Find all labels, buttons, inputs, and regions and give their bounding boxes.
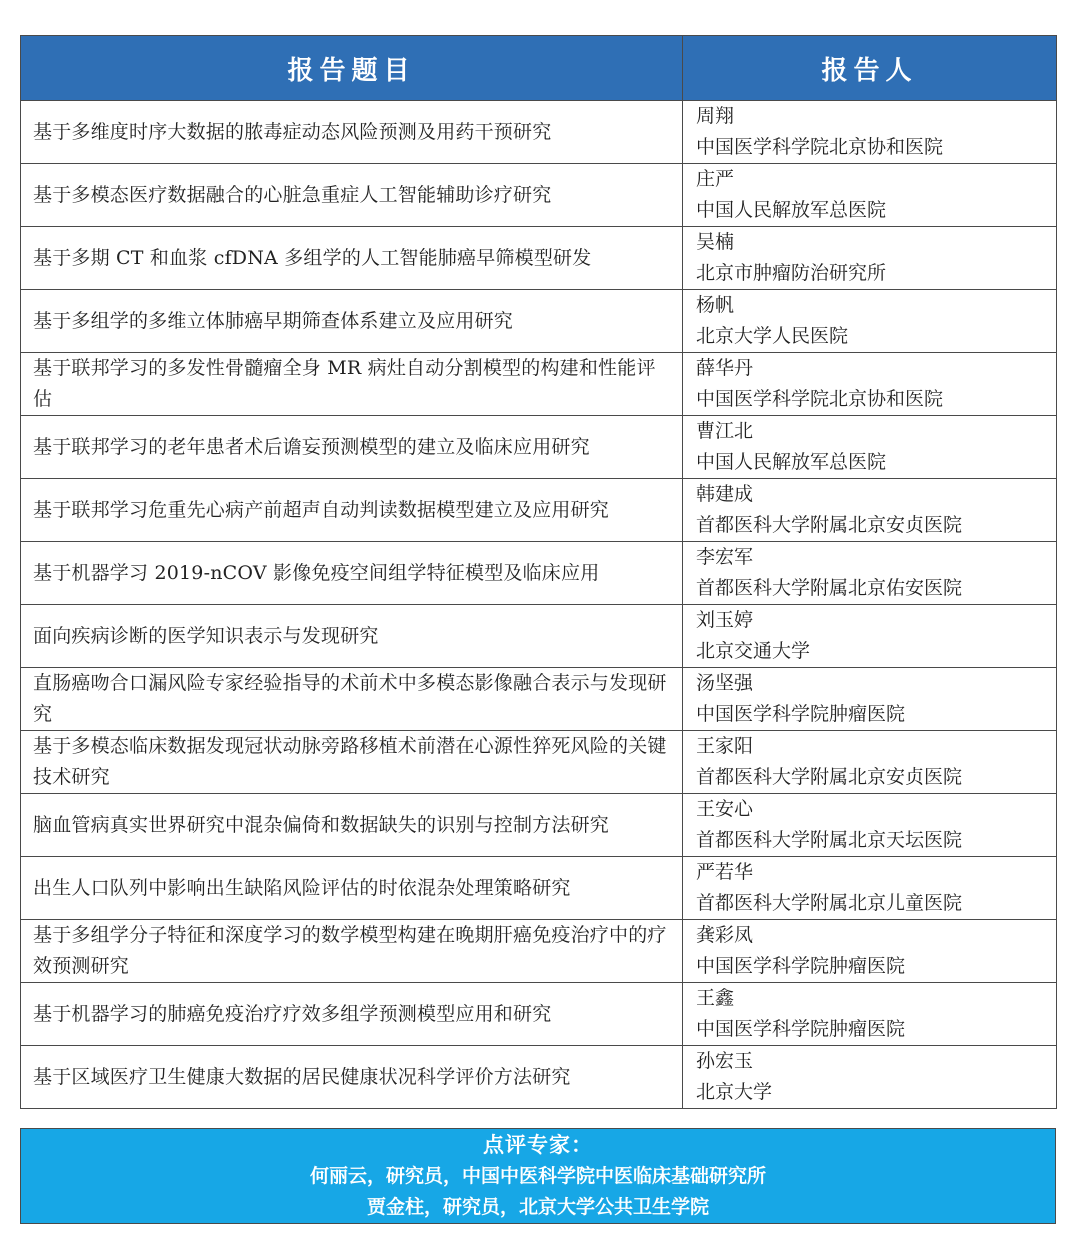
row-reporter — [683, 353, 1057, 416]
reporter-name: 刘玉婷 — [696, 609, 754, 631]
table-row — [21, 731, 1057, 794]
reporter-name: 薛华丹 — [696, 357, 754, 379]
row-reporter — [683, 164, 1057, 227]
reporter-institution: 中国医学科学院北京协和医院 — [696, 388, 944, 410]
table-row — [21, 794, 1057, 857]
reporter-institution: 中国人民解放军总医院 — [696, 199, 887, 221]
row-reporter — [683, 101, 1057, 164]
reporter-name: 韩建成 — [696, 483, 754, 505]
reporter-institution: 北京市肿瘤防治研究所 — [696, 262, 887, 284]
row-reporter — [683, 1046, 1057, 1109]
row-topic: 基于多模态医疗数据融合的心脏急重症人工智能辅助诊疗研究 — [21, 164, 683, 227]
reporter-institution: 中国医学科学院肿瘤医院 — [696, 703, 906, 725]
reporter-institution: 中国医学科学院北京协和医院 — [696, 136, 944, 158]
row-reporter — [683, 542, 1057, 605]
row-reporter — [683, 857, 1057, 920]
reporter-name: 杨帆 — [696, 294, 735, 316]
report-table-container — [20, 35, 1056, 1109]
row-reporter — [683, 731, 1057, 794]
table-row — [21, 353, 1057, 416]
row-reporter — [683, 794, 1057, 857]
row-reporter — [683, 227, 1057, 290]
row-topic: 基于区域医疗卫生健康大数据的居民健康状况科学评价方法研究 — [21, 1046, 683, 1109]
table-row — [21, 857, 1057, 920]
table-header-row — [21, 36, 1057, 101]
reporter-institution: 北京交通大学 — [696, 640, 811, 662]
row-topic: 基于联邦学习的老年患者术后谵妄预测模型的建立及临床应用研究 — [21, 416, 683, 479]
row-topic: 出生人口队列中影响出生缺陷风险评估的时依混杂处理策略研究 — [21, 857, 683, 920]
review-experts-title: 点评专家： — [483, 1133, 593, 1157]
row-topic: 基于联邦学习危重先心病产前超声自动判读数据模型建立及应用研究 — [21, 479, 683, 542]
header-reporter: 报告人 — [683, 36, 1057, 101]
row-topic: 直肠癌吻合口漏风险专家经验指导的术前术中多模态影像融合表示与发现研究 — [21, 668, 683, 731]
table-row — [21, 416, 1057, 479]
reporter-institution: 中国人民解放军总医院 — [696, 451, 887, 473]
row-topic: 基于机器学习 2019-nCOV 影像免疫空间组学特征模型及临床应用 — [21, 542, 683, 605]
table-row — [21, 290, 1057, 353]
report-table — [20, 35, 1057, 1109]
header-topic: 报告题目 — [21, 36, 683, 101]
row-reporter — [683, 920, 1057, 983]
table-row — [21, 101, 1057, 164]
row-topic: 基于联邦学习的多发性骨髓瘤全身 MR 病灶自动分割模型的构建和性能评估 — [21, 353, 683, 416]
reporter-name: 龚彩凤 — [696, 924, 754, 946]
review-experts-panel — [20, 1128, 1056, 1224]
reporter-institution: 中国医学科学院肿瘤医院 — [696, 1018, 906, 1040]
reporter-name: 王安心 — [696, 798, 754, 820]
table-row — [21, 920, 1057, 983]
reporter-institution: 中国医学科学院肿瘤医院 — [696, 955, 906, 977]
table-row — [21, 605, 1057, 668]
row-reporter — [683, 479, 1057, 542]
review-expert-line: 何丽云，研究员，中国中医科学院中医临床基础研究所 — [309, 1165, 766, 1187]
row-reporter — [683, 605, 1057, 668]
table-row — [21, 1046, 1057, 1109]
reporter-institution: 首都医科大学附属北京安贞医院 — [696, 514, 963, 536]
row-topic: 脑血管病真实世界研究中混杂偏倚和数据缺失的识别与控制方法研究 — [21, 794, 683, 857]
table-row — [21, 164, 1057, 227]
reporter-name: 曹江北 — [696, 420, 754, 442]
table-row — [21, 542, 1057, 605]
reporter-name: 王鑫 — [696, 987, 735, 1009]
row-topic: 基于多组学分子特征和深度学习的数学模型构建在晚期肝癌免疫治疗中的疗效预测研究 — [21, 920, 683, 983]
review-expert-line: 贾金柱，研究员，北京大学公共卫生学院 — [366, 1196, 709, 1218]
row-topic: 基于多期 CT 和血浆 cfDNA 多组学的人工智能肺癌早筛模型研发 — [21, 227, 683, 290]
table-row — [21, 479, 1057, 542]
row-topic: 基于机器学习的肺癌免疫治疗疗效多组学预测模型应用和研究 — [21, 983, 683, 1046]
row-reporter — [683, 668, 1057, 731]
row-reporter — [683, 416, 1057, 479]
reporter-institution: 首都医科大学附属北京安贞医院 — [696, 766, 963, 788]
reporter-institution: 首都医科大学附属北京儿童医院 — [696, 892, 963, 914]
row-reporter — [683, 290, 1057, 353]
reporter-name: 庄严 — [696, 168, 735, 190]
table-row — [21, 983, 1057, 1046]
reporter-name: 孙宏玉 — [696, 1050, 754, 1072]
table-row — [21, 227, 1057, 290]
reporter-name: 吴楠 — [696, 231, 735, 253]
row-topic: 基于多维度时序大数据的脓毒症动态风险预测及用药干预研究 — [21, 101, 683, 164]
reporter-institution: 首都医科大学附属北京天坛医院 — [696, 829, 963, 851]
reporter-name: 严若华 — [696, 861, 754, 883]
table-row — [21, 668, 1057, 731]
reporter-institution: 北京大学 — [696, 1081, 773, 1103]
row-topic: 基于多模态临床数据发现冠状动脉旁路移植术前潜在心源性猝死风险的关键技术研究 — [21, 731, 683, 794]
row-topic: 基于多组学的多维立体肺癌早期筛查体系建立及应用研究 — [21, 290, 683, 353]
table-body — [21, 101, 1057, 1109]
reporter-institution: 北京大学人民医院 — [696, 325, 849, 347]
reporter-name: 汤坚强 — [696, 672, 754, 694]
row-reporter — [683, 983, 1057, 1046]
reporter-name: 周翔 — [696, 105, 735, 127]
reporter-institution: 首都医科大学附属北京佑安医院 — [696, 577, 963, 599]
reporter-name: 王家阳 — [696, 735, 754, 757]
row-topic: 面向疾病诊断的医学知识表示与发现研究 — [21, 605, 683, 668]
reporter-name: 李宏军 — [696, 546, 754, 568]
